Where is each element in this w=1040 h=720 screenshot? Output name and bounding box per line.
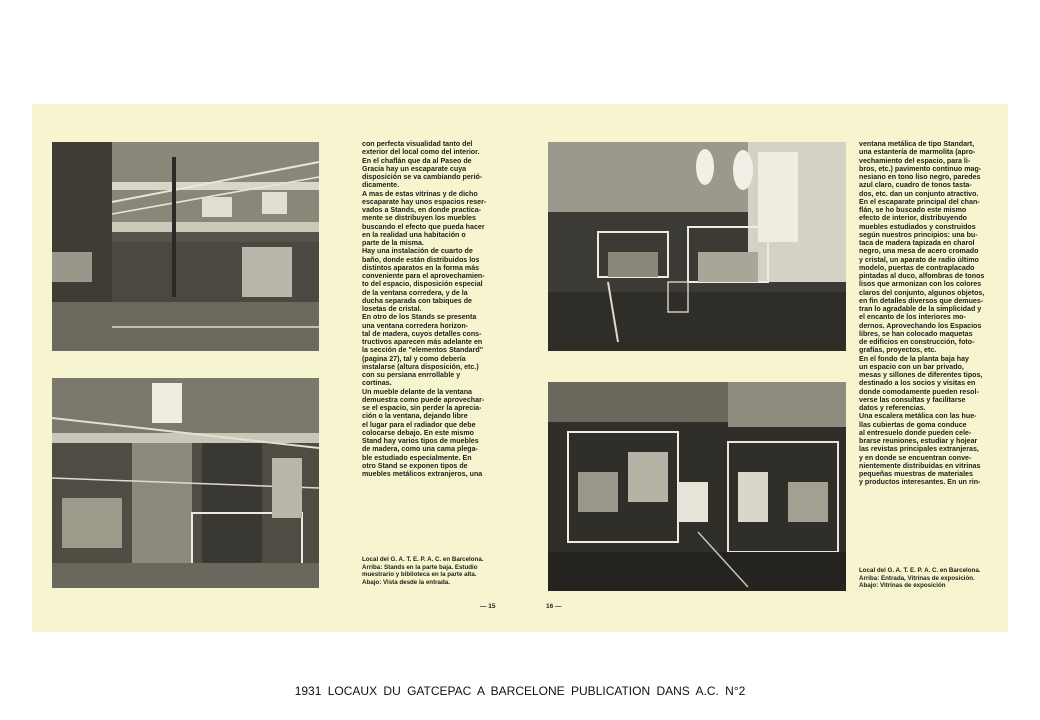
right-page-number: 16 — [546, 603, 562, 610]
photo-entrance-vitrines [548, 142, 846, 351]
left-photo-caption: Local del G. A. T. E. P. A. C. en Barcelona. Arriba: Stands en la parte baja. Estudio muestrario y biblioteca en la parte alta. Abajo: Vista desde la entrada. [362, 556, 484, 586]
left-body-text: con perfecta visualidad tanto del exterior del local como del interior. En el chaflán que da al Paseo de Gracia hay un escaparate cuya disposición se va cambiando perió- dicamente. A mas de estas vitrinas y de dicho escaparate hay unos espacios reser- vados a Stands, en donde practica- mente se distribuyen los muebles buscando el efecto que pueda hacer en la realidad una habitación o parte de la misma. Hay una instalación de cuarto de baño, donde están distribuidos los distintos aparatos en la forma más conveniente para el aprovechamien- to del espacio, disposición especial de la ventana corredera, y de la ducha separada con tabiques de losetas de cristal. En otro de los Stands se presenta una ventana corredera horizon- tal de madera, cuyos detalles cons- tructivos aparecen más adelante en la sección de "elementos Standard" (pagina 27), tal y como debería instalarse (altura disposición, etc.) con su persiana enrrollable y cortinas. Un mueble delante de la ventana demuestra como puede aprovechar- se el espacio, sin perder la aprecia- ción o la ventana, dejando libre el lugar para el radiador que debe colocarse debajo. En este mismo Stand hay varios tipos de muebles de madera, como una cama plega- ble estudiado especialmente. En otro Stand se exponen tipos de muebles metálicos extranjeros, una [362, 140, 487, 478]
photo-view-from-entrance [52, 378, 319, 588]
left-page-number: — 15 [480, 603, 496, 610]
photo-display-vitrines [548, 382, 846, 591]
magazine-spread [32, 104, 1008, 632]
document-title: 1931 LOCAUX DU GATCEPAC A BARCELONE PUBLICATION DANS A.C. N°2 [294, 684, 746, 698]
photo-stands-mezzanine [52, 142, 319, 351]
right-photo-caption: Local del G. A. T. E. P. A. C. en Barcelona. Arriba: Entrada, Vitrinas de exposición. Abajo: Vitrinas de exposición [859, 567, 981, 590]
right-body-text: ventana metálica de tipo Standart, una estantería de marmolita (apro- vechamiento del espacio, para li- bros, etc.) pavimento continuo mag- nesiano en tono liso negro, paredes azul claro, cuadro de tonos tasta- dos, etc. dan un conjunto atractivo. En el escaparate principal del chan- flán, se ho buscado este mismo efecto de interior, distribuyendo muebles estudiados y construidos según nuestros principios: una bu- taca de madera tapizada en charol negro, una mesa de acero cromado y cristal, un aparato de radio último modelo, puertas de contraplacado pintadas al duco, alfombras de tonos lisos que armonizan con los colores claros del conjunto, algunos objetos, en fin detalles diversos que demues- tran lo agradable de la simplicidad y el encanto de los interiores mo- dernos. Aprovechando los Espacios libres, se han colocado maquetas de edificios en construcción, foto- grafías, proyectos, etc. En el fondo de la planta baja hay un espacio con un bar privado, mesas y sillones de diferentes tipos, destinado a los socios y visitas en donde comodamente pueden resol- verse las consultas y facilitarse datos y referencias. Una escalera metálica con las hue- llas cubiertas de goma conduce al entresuelo donde pueden cele- brarse reuniones, estudiar y hojear las revistas principales extranjeras, y en donde se encuentran conve- nientemente distribuidas en vitrinas pequeñas muestras de materiales y productos interesantes. En un rin- [859, 140, 985, 487]
